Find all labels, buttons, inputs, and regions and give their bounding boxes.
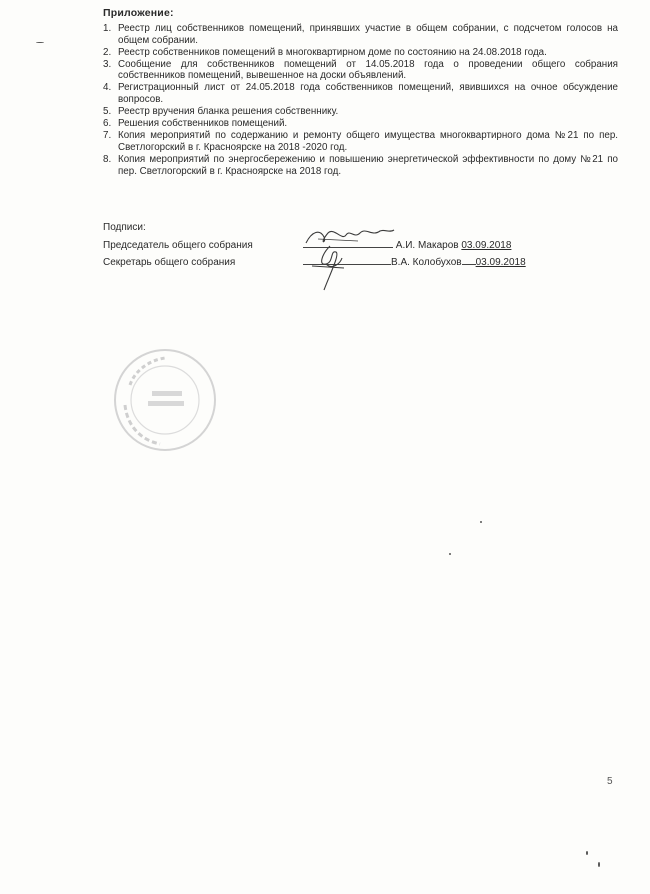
list-item: 2. Реестр собственников помещений в многоквартирном доме по состоянию на 24.08.2018 года. bbox=[103, 46, 547, 58]
list-item: 3. Сообщение для собственников помещений от 14.05.2018 года о проведении общего собрания собственников помещений, вывешенное на доски объявлений. bbox=[103, 58, 618, 82]
secretary-role: Секретарь общего собрания bbox=[103, 257, 236, 268]
chair-name: А.И. Макаров bbox=[395, 240, 459, 251]
appendix-title: Приложение: bbox=[103, 7, 174, 19]
page-number: 5 bbox=[607, 776, 613, 787]
secretary-signature bbox=[300, 244, 360, 296]
list-item: 6. Решения собственников помещений. bbox=[103, 118, 288, 130]
secretary-date: 03.09.2018 bbox=[475, 257, 526, 268]
scan-speck bbox=[449, 553, 451, 555]
scan-speck bbox=[36, 42, 44, 43]
list-item: 5. Реестр вручения бланка решения собственнику. bbox=[103, 106, 339, 118]
scan-speck bbox=[480, 521, 482, 523]
appendix-list bbox=[103, 23, 618, 178]
organization-stamp bbox=[110, 345, 220, 455]
list-item: 1. Реестр лиц собственников помещений, принявших участие в общем собрании, с подсчетом голосов на общем собрании. bbox=[103, 23, 618, 46]
signatures-heading: Подписи: bbox=[103, 222, 146, 233]
scan-speck bbox=[586, 851, 588, 855]
list-item: 7. Копия мероприятий по содержанию и ремонту общего имущества многоквартирного дома №21 по пер. Светлогорский в г. Красноярске на 2018 -2020 год. bbox=[103, 130, 618, 153]
chair-date: 03.09.2018 bbox=[461, 240, 512, 251]
secretary-name: В.А. Колобухов bbox=[391, 257, 462, 268]
chair-role: Председатель общего собрания bbox=[103, 240, 253, 251]
list-item: 4. Регистрационный лист от 24.05.2018 года собственников помещений, явившихся на очное обсуждение вопросов. bbox=[103, 82, 618, 106]
list-item: 8. Копия мероприятий по энергосбережению и повышению энергетической эффективности по дому №21 по пер. Светлогорский в г. Красноярске на 2018 год. bbox=[103, 154, 618, 177]
scan-speck bbox=[598, 862, 600, 867]
signature-line bbox=[462, 254, 476, 265]
